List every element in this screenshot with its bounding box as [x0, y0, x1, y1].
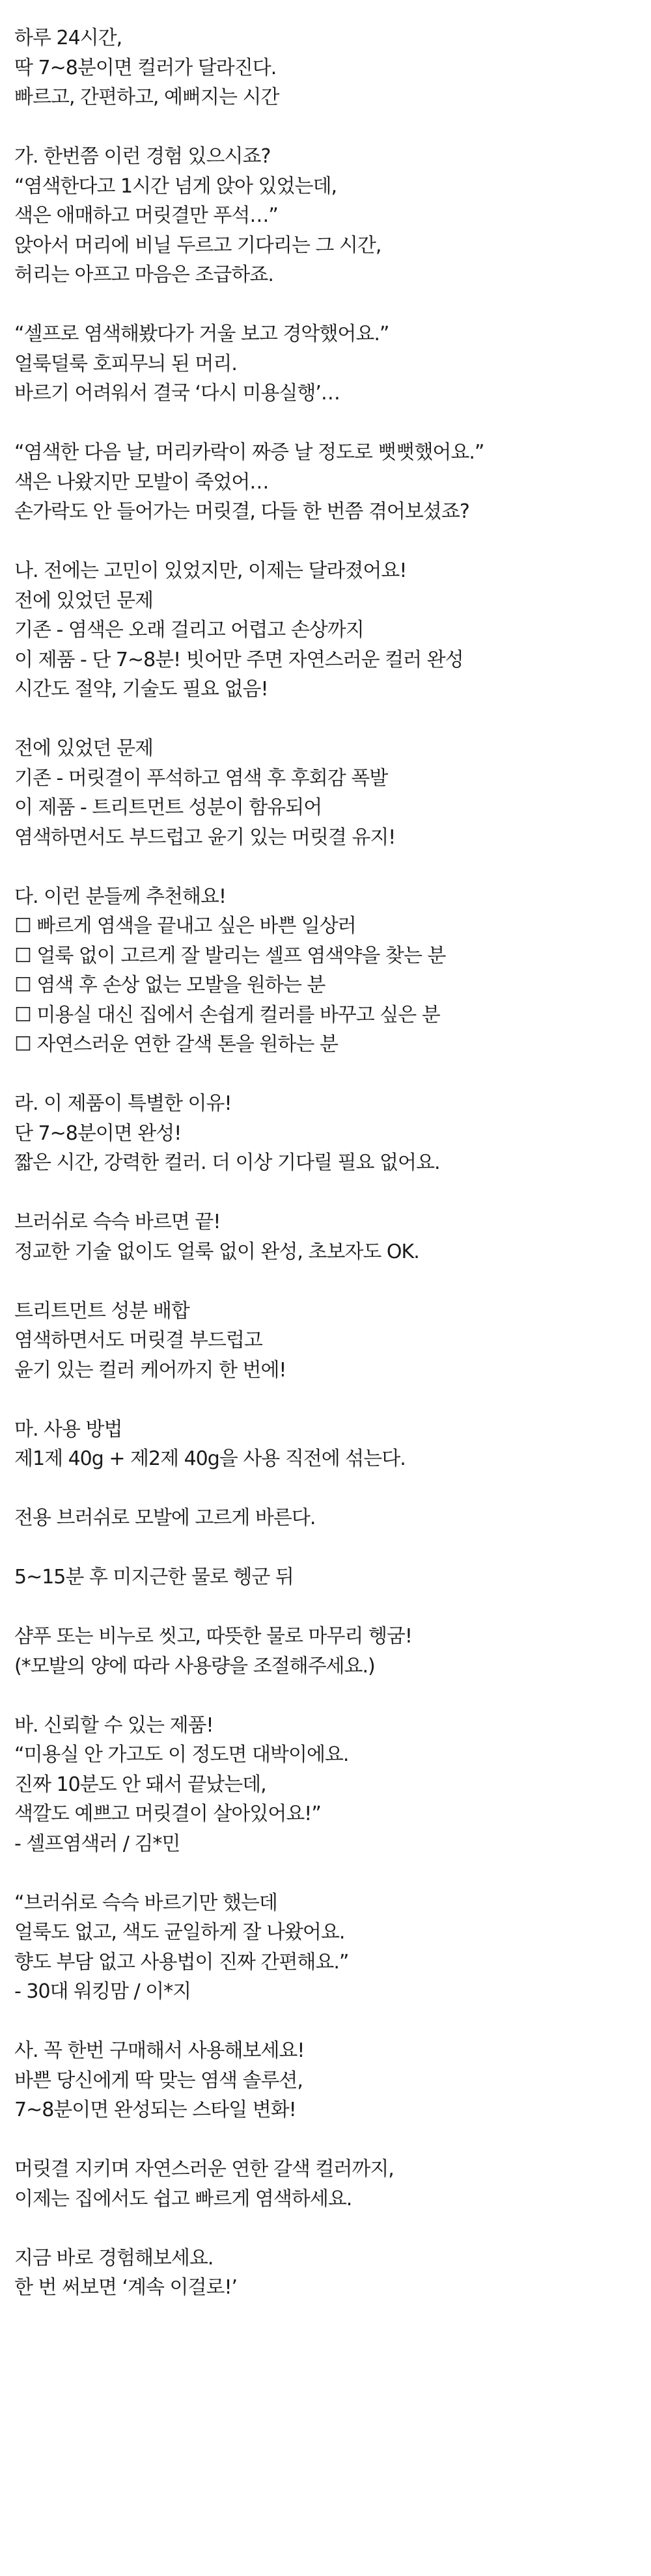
paragraph [14, 556, 639, 704]
text-line: “염색한다고 1시간 넘게 앉아 있었는데, [14, 174, 337, 198]
document-body [14, 23, 639, 2303]
text-line: ☐ 미용실 대신 집에서 손쉽게 컬러를 바꾸고 싶은 분 [14, 1003, 440, 1026]
text-line: 허리는 아프고 마음은 조급하죠. [14, 263, 273, 286]
text-line: 진짜 10분도 안 돼서 끝났는데, [14, 1773, 266, 1796]
text-line: 기존 - 머릿결이 푸석하고 염색 후 후회감 폭발 [14, 766, 388, 790]
text-line: 트리트먼트 성분 배합 [14, 1299, 189, 1322]
paragraph [14, 882, 639, 1060]
text-line: 손가락도 안 들어가는 머릿결, 다들 한 번쯤 겪어보셨죠? [14, 500, 469, 523]
text-line: 윤기 있는 컬러 케어까지 한 번에! [14, 1358, 286, 1382]
text-line: 전에 있었던 문제 [14, 589, 153, 612]
text-line: 제1제 40g + 제2제 40g을 사용 직전에 섞는다. [14, 1447, 406, 1470]
text-line: “브러쉬로 슥슥 바르기만 했는데 [14, 1891, 277, 1914]
text-line: 바르기 어려워서 결국 ‘다시 미용실행’… [14, 382, 340, 405]
paragraph [14, 1415, 639, 1474]
text-line: ☐ 염색 후 손상 없는 모발을 원하는 분 [14, 974, 326, 997]
text-line: 색은 애매하고 머릿결만 푸석…” [14, 204, 278, 227]
text-line: 다. 이런 분들께 추천해요! [14, 885, 226, 908]
text-line: “셀프로 염색해봤다가 거울 보고 경악했어요.” [14, 323, 389, 345]
text-line: 한 번 써보면 ‘계속 이걸로!’ [14, 2276, 238, 2299]
text-line: 전용 브러쉬로 모발에 고르게 바른다. [14, 1507, 316, 1529]
text-line: ☐ 자연스러운 연한 갈색 톤을 원하는 분 [14, 1033, 338, 1056]
text-line: 시간도 절약, 기술도 필요 없음! [14, 678, 268, 701]
text-line: “염색한 다음 날, 머리카락이 짜증 날 정도로 뻣뻣했어요.” [14, 441, 484, 464]
paragraph [14, 1711, 639, 1859]
paragraph [14, 142, 639, 290]
text-line: “미용실 안 가고도 이 정도면 대박이에요. [14, 1743, 349, 1766]
paragraph [14, 319, 639, 409]
text-line: 향도 부담 없고 사용법이 진짜 간편해요.” [14, 1950, 349, 1974]
text-line: ☐ 빠르게 염색을 끝내고 싶은 바쁜 일상러 [14, 915, 356, 937]
paragraph [14, 23, 639, 113]
text-line: 단 7~8분이면 완성! [14, 1121, 182, 1145]
paragraph [14, 1503, 639, 1533]
text-line: 바쁜 당신에게 딱 맞는 염색 솔루션, [14, 2069, 303, 2092]
paragraph [14, 438, 639, 527]
text-line: 염색하면서도 머릿결 부드럽고 [14, 1329, 262, 1352]
text-line: 이 제품 - 트리트먼트 성분이 함유되어 [14, 796, 322, 819]
text-line: 정교한 기술 없이도 얼룩 없이 완성, 초보자도 OK. [14, 1240, 419, 1263]
text-line: 사. 꼭 한번 구매해서 사용해보세요! [14, 2039, 305, 2062]
paragraph [14, 734, 639, 852]
paragraph [14, 2036, 639, 2125]
paragraph [14, 1563, 639, 1592]
paragraph [14, 2154, 639, 2214]
text-line: 7~8분이면 완성되는 스타일 변화! [14, 2099, 296, 2121]
paragraph [14, 2244, 639, 2303]
text-line: - 셀프염색러 / 김*민 [14, 1832, 180, 1855]
text-line: 라. 이 제품이 특별한 이유! [14, 1092, 232, 1115]
text-line: 딱 7~8분이면 컬러가 달라진다. [14, 56, 277, 79]
text-line: 기존 - 염색은 오래 걸리고 어렵고 손상까지 [14, 619, 364, 641]
paragraph [14, 1622, 639, 1681]
text-line: 마. 사용 방법 [14, 1417, 122, 1441]
text-line: 얼룩덜룩 호피무늬 된 머리. [14, 352, 237, 375]
text-line: 이제는 집에서도 쉽고 빠르게 염색하세요. [14, 2187, 352, 2210]
text-line: 샴푸 또는 비누로 씻고, 따뜻한 물로 마무리 헹굼! [14, 1625, 412, 1648]
text-line: 염색하면서도 부드럽고 윤기 있는 머릿결 유지! [14, 825, 396, 849]
text-line: 머릿결 지키며 자연스러운 연한 갈색 컬러까지, [14, 2158, 394, 2180]
text-line: 5~15분 후 미지근한 물로 헹군 뒤 [14, 1566, 294, 1589]
text-line: 색깔도 예쁘고 머릿결이 살아있어요!” [14, 1803, 321, 1825]
text-line: 색은 나왔지만 모발이 죽었어… [14, 470, 269, 494]
paragraph [14, 1207, 639, 1267]
text-line: (*모발의 양에 따라 사용량을 조절해주세요.) [14, 1654, 375, 1678]
text-line: 나. 전에는 고민이 있었지만, 이제는 달라졌어요! [14, 559, 407, 582]
paragraph [14, 1296, 639, 1386]
text-line: 짧은 시간, 강력한 컬러. 더 이상 기다릴 필요 없어요. [14, 1151, 440, 1174]
text-line: 얼룩도 없고, 색도 균일하게 잘 나왔어요. [14, 1921, 345, 1944]
text-line: 전에 있었던 문제 [14, 737, 153, 760]
paragraph [14, 1888, 639, 2007]
text-line: 앉아서 머리에 비닐 두르고 기다리는 그 시간, [14, 234, 381, 257]
text-line: 하루 24시간, [14, 27, 122, 49]
text-line: 브러쉬로 슥슥 바르면 끝! [14, 1211, 221, 1233]
paragraph [14, 1089, 639, 1178]
text-line: - 30대 워킹맘 / 이*지 [14, 1980, 191, 2003]
text-line: 빠르고, 간편하고, 예뻐지는 시간 [14, 86, 279, 109]
text-line: ☐ 얼룩 없이 고르게 잘 발리는 셀프 염색약을 찾는 분 [14, 944, 446, 967]
text-line: 이 제품 - 단 7~8분! 빗어만 주면 자연스러운 컬러 완성 [14, 648, 464, 671]
text-line: 가. 한번쯤 이런 경험 있으시죠? [14, 145, 271, 168]
text-line: 지금 바로 경험해보세요. [14, 2246, 214, 2270]
text-line: 바. 신뢰할 수 있는 제품! [14, 1713, 214, 1737]
